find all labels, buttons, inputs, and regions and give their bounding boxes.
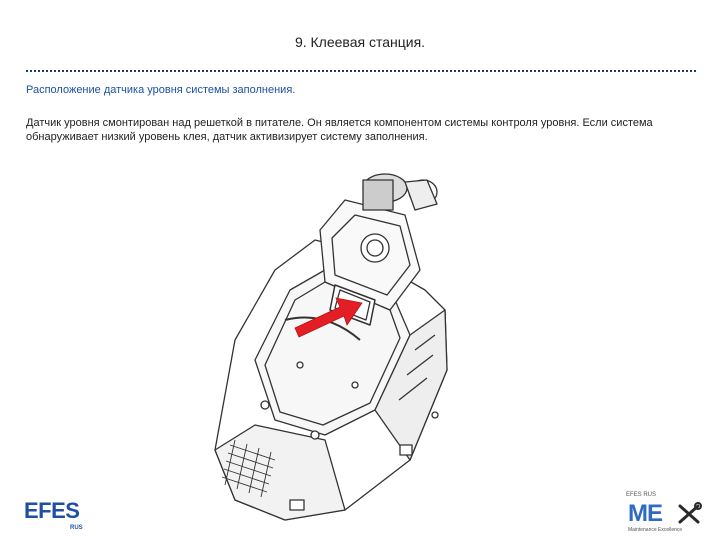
section-subtitle: Расположение датчика уровня системы заполнения.	[26, 84, 296, 96]
me-logo-top: EFES RUS	[626, 492, 657, 498]
slide-title: 9. Клеевая станция.	[294, 34, 426, 50]
wrench-screwdriver-icon	[676, 502, 702, 526]
efes-logo: EFES	[24, 498, 80, 523]
dotted-divider	[26, 70, 696, 72]
efes-logo-sub: RUS	[70, 525, 83, 531]
me-logo-sub: Maintenance Excellence	[628, 527, 683, 533]
description-text: Датчик уровня смонтирован над решеткой в питателе. Он является компонентом системы контроля уровня. Если система обнаруживает низкий уровень клея, датчик активизирует систему заполнения.	[26, 117, 653, 143]
glue-station-illustration	[195, 160, 465, 530]
me-logo: ME	[628, 500, 662, 527]
